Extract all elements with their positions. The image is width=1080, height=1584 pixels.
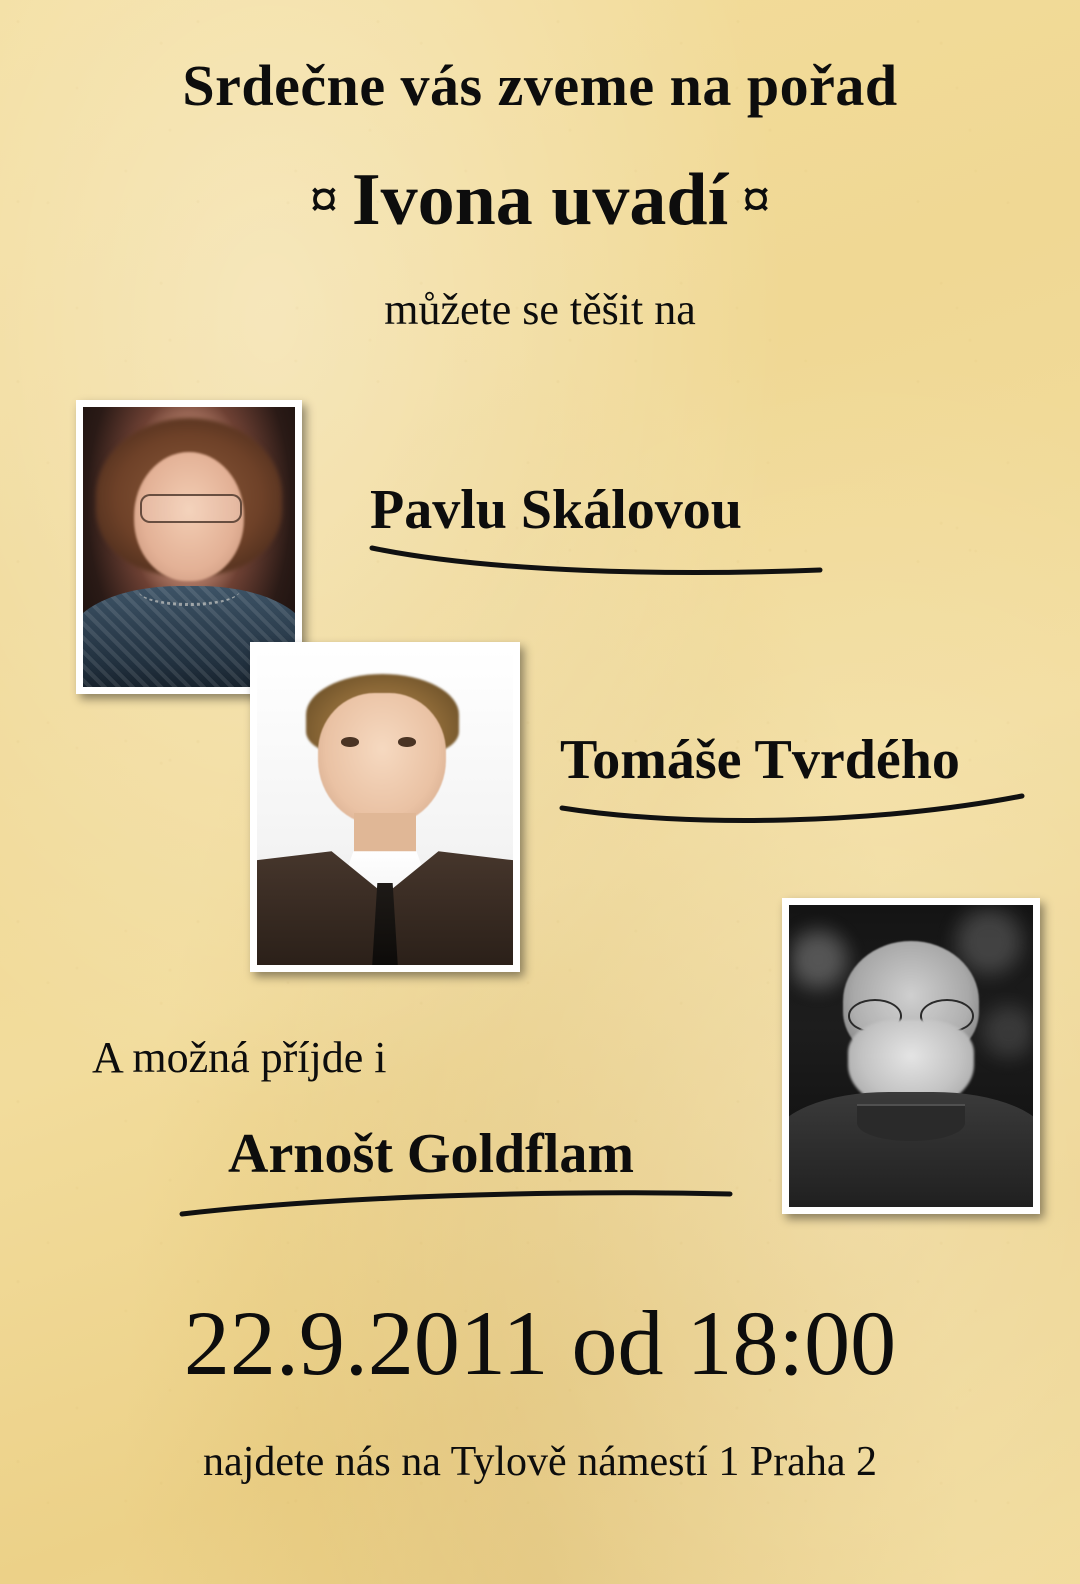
guest-photo-tomas bbox=[250, 642, 520, 972]
headline-invitation: Srdečne vás zveme na pořad bbox=[182, 53, 898, 118]
guest-name-2: Tomáše Tvrdého bbox=[560, 729, 960, 791]
title-decoration-left-icon: ¤ bbox=[309, 169, 338, 231]
guest-photo-arnost bbox=[782, 898, 1040, 1214]
guest-name-3: Arnošt Goldflam bbox=[228, 1123, 634, 1185]
maybe-attending-line: A možná příjde i bbox=[92, 1033, 387, 1082]
guest-1-underline bbox=[368, 536, 828, 580]
guest-name-1: Pavlu Skálovou bbox=[370, 479, 742, 541]
title-decoration-right-icon: ¤ bbox=[742, 169, 771, 231]
event-address: najdete nás na Tylově námestí 1 Praha 2 bbox=[203, 1439, 877, 1485]
title-text: Ivona uvadí bbox=[351, 159, 729, 241]
guest-3-underline bbox=[178, 1180, 734, 1224]
event-date-time: 22.9.2011 od 18:00 bbox=[183, 1292, 897, 1394]
poster-title bbox=[0, 158, 1080, 243]
subtitle-line: můžete se těšit na bbox=[384, 285, 696, 334]
